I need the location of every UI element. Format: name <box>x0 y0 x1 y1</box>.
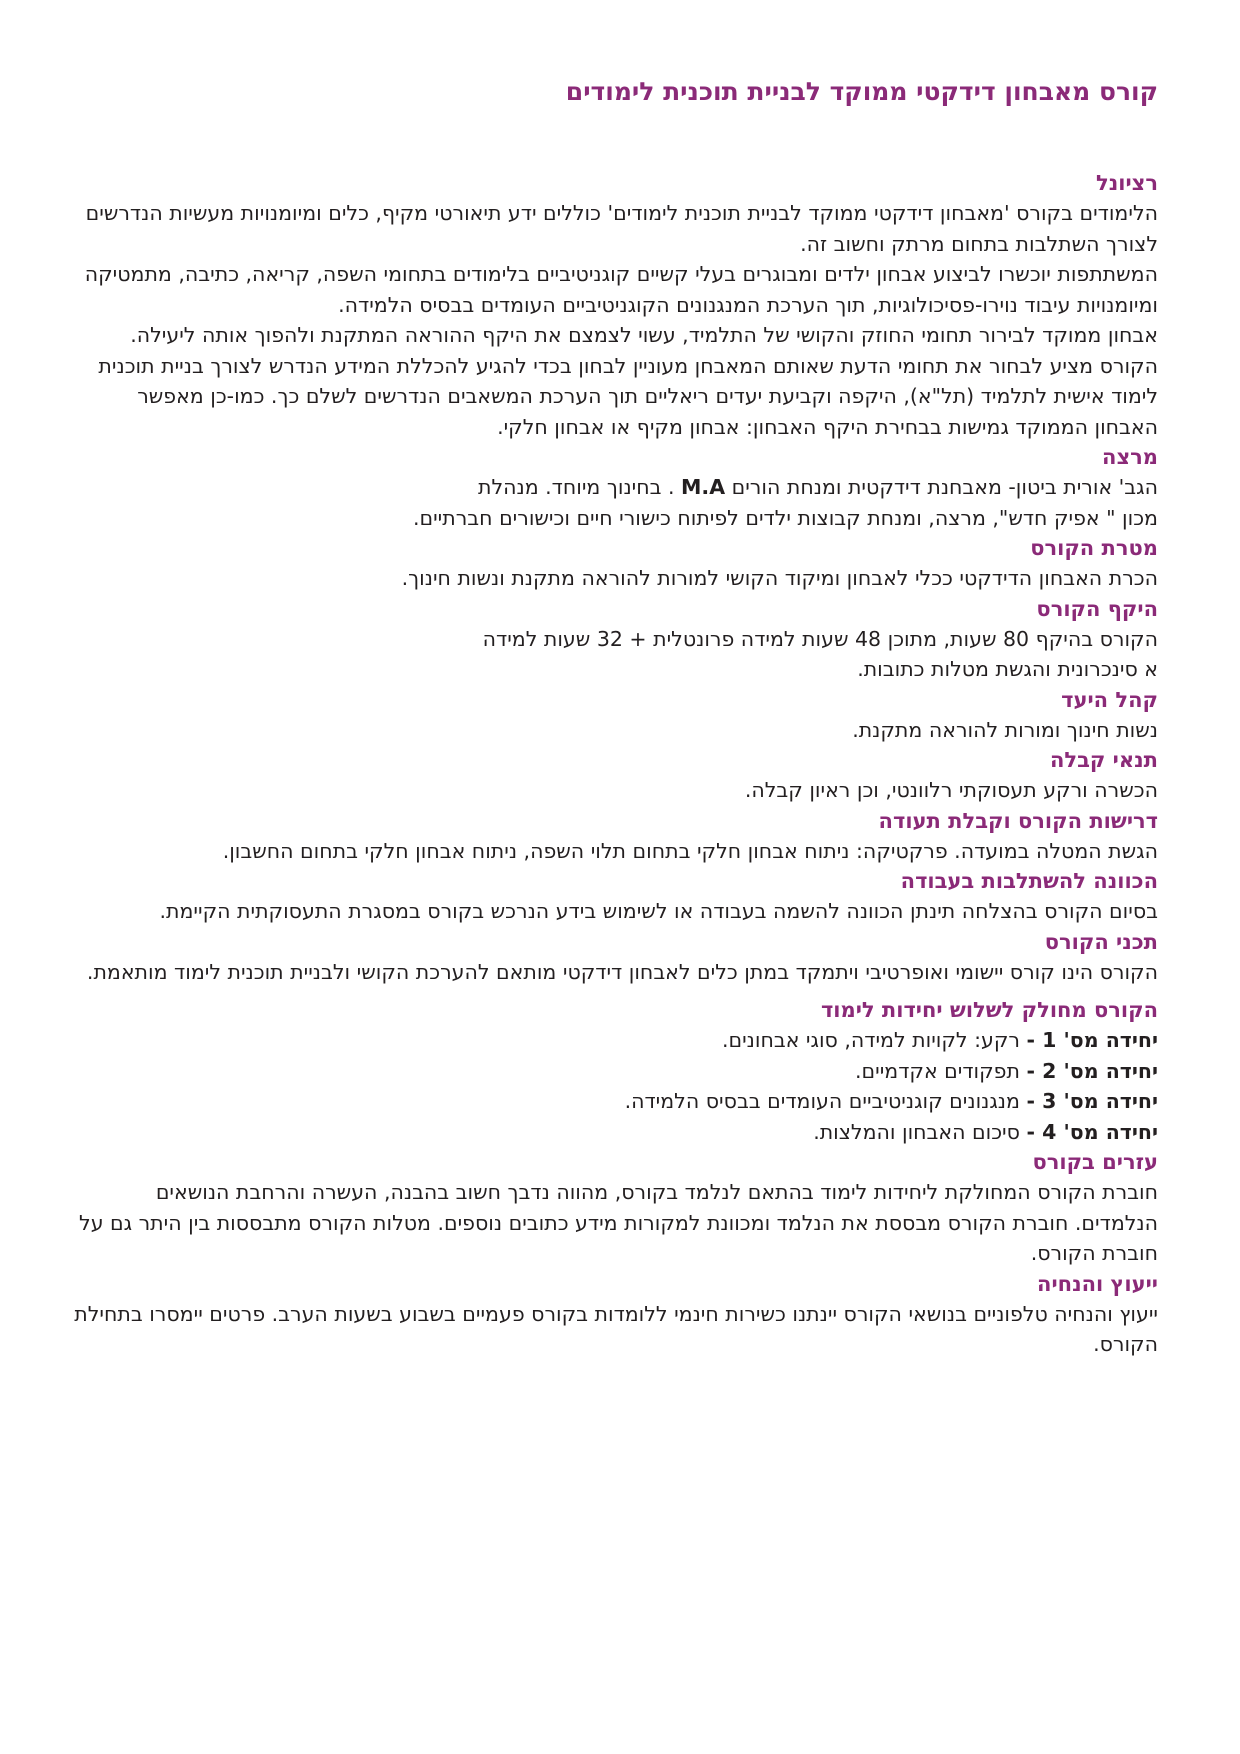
counseling-section <box>70 1269 1158 1360</box>
contents-text: הקורס הינו קורס יישומי ואופרטיבי ויתמקד במתן כלים לאבחון דידקטי מותאם להערכת הקושי ולבניית תוכנית לימוד מותאמת. <box>86 959 1158 984</box>
rationale-heading: רציונל <box>1096 171 1158 195</box>
requirements-heading: דרישות הקורס וקבלת תעודה <box>878 808 1158 833</box>
unit-text: סיכום האבחון והמלצות. <box>813 1119 1027 1144</box>
goal-heading: מטרת הקורס <box>1030 536 1158 560</box>
audience-text: נשות חינוך ומורות להוראה מתקנת. <box>852 717 1158 742</box>
admission-heading: תנאי קבלה <box>1049 748 1158 772</box>
unit-label: יחידה מס' 3 - <box>1026 1089 1158 1113</box>
unit-label: יחידה מס' 1 - <box>1026 1028 1158 1052</box>
scope-line-2: א סינכרונית והגשת מטלות כתובות. <box>857 657 1158 681</box>
aids-section <box>70 1147 1158 1269</box>
admission-section <box>70 745 1158 806</box>
employment-section <box>70 866 1158 927</box>
lecturer-intro: הגב' אורית ביטון- מאבחנת דידקטית ומנחת הורים <box>725 475 1158 499</box>
unit-label: יחידה מס' 4 - <box>1026 1119 1158 1144</box>
scope-heading: היקף הקורס <box>1036 596 1158 621</box>
goal-section <box>70 533 1158 594</box>
aids-heading: עזרים בקורס <box>1032 1150 1158 1174</box>
document-title: קורס מאבחון דידקטי ממוקד לבניית תוכנית לימודים <box>565 77 1158 106</box>
units-section <box>70 995 1158 1147</box>
audience-section <box>70 685 1158 746</box>
requirements-text: הגשת המטלה במועדה. פרקטיקה: ניתוח אבחון חלקי בתחום תלוי השפה, ניתוח אבחון חלקי בתחום החשבון. <box>222 838 1158 863</box>
requirements-section <box>70 806 1158 867</box>
employment-text: בסיום הקורס בהצלחה תינתן הכוונה להשמה בעבודה או לשימוש בידע הנרכש בקורס במסגרת התעסוקתית הקיימת. <box>159 899 1158 923</box>
rationale-paragraph-3: אבחון ממוקד לבירור תחומי החוזק והקושי של התלמיד, עשוי לצמצם את היקף ההוראה המתקנת ולהפוך אותה ליעילה. הקורס מציע לבחור את תחומי הדעת שאותם המאבחן מעוניין לבחון בכדי להגיע להכללת המידע הנדרש לצורך בניית תוכנית לימוד אישית לתלמיד (תל"א), היקפה וקביעת יעדים ריאליים תוך הערכת המשאבים הנדרשים לשלם כך. כמו-כן מאפשר האבחון הממוקד גמישות בבחירת היקף האבחון: אבחון מקיף או אבחון חלקי. <box>98 323 1158 439</box>
units-heading: הקורס מחולק לשלוש יחידות לימוד <box>820 998 1158 1022</box>
scope-line-1: הקורס בהיקף 80 שעות, מתוכן 48 שעות למידה פרונטלית + 32 שעות למידה <box>482 626 1158 651</box>
lecturer-specialty: . בחינוך מיוחד. מנהלת <box>477 475 682 499</box>
lecturer-section <box>70 442 1158 533</box>
unit-text: תפקודים אקדמיים. <box>855 1058 1027 1083</box>
rationale-paragraph-1: הלימודים בקורס 'מאבחון דידקטי ממוקד לבניית תוכנית לימודים' כוללים ידע תיאורטי מקיף, כלים ומיומנויות מעשיות הנדרשים לצורך השתלבות בתחום מרתק וחשוב זה. <box>85 201 1158 256</box>
goal-text: הכרת האבחון הדידקטי ככלי לאבחון ומיקוד הקושי למורות להוראה מתקנת ונשות חינוך. <box>401 566 1158 590</box>
audience-heading: קהל היעד <box>1061 687 1158 712</box>
rationale-paragraph-2: המשתתפות יוכשרו לביצוע אבחון ילדים ומבוגרים בעלי קשיים קוגניטיביים בלימודים בתחומי השפה, קריאה, כתיבה, מתמטיקה ומיומנויות עיבוד נוירו-פסיכולוגיות, תוך הערכת המנגנונים הקוגניטיביים העומדים בבסיס הלמידה. <box>84 262 1158 317</box>
counseling-heading: ייעוץ והנחיה <box>1037 1271 1158 1296</box>
rationale-section <box>70 168 1158 442</box>
contents-heading: תכני הקורס <box>1044 929 1158 954</box>
unit-row-3 <box>70 1086 1158 1117</box>
lecturer-degree: M.A <box>681 475 726 499</box>
unit-text: מנגנונים קוגניטיביים העומדים בבסיס הלמידה. <box>624 1089 1027 1113</box>
lecturer-heading: מרצה <box>1102 445 1158 469</box>
unit-row-4 <box>70 1117 1158 1148</box>
employment-heading: הכוונה להשתלבות בעבודה <box>900 869 1158 893</box>
unit-row-1 <box>70 1025 1158 1056</box>
unit-text: רקע: לקויות למידה, סוגי אבחונים. <box>721 1028 1027 1052</box>
unit-row-2 <box>70 1056 1158 1087</box>
lecturer-line-1 <box>70 472 1158 503</box>
aids-text: חוברת הקורס המחולקת ליחידות לימוד בהתאם לנלמד בקורס, מהווה נדבך חשוב בהבנה, העשרה והרחבת הנושאים הנלמדים. חוברת הקורס מבססת את הנלמד ומכוונת למקורות מידע כתובים נוספים. מטלות הקורס מתבססות בין היתר גם על חוברת הקורס. <box>79 1180 1158 1265</box>
lecturer-line-2: מכון " אפיק חדש", מרצה, ומנחת קבוצות ילדים לפיתוח כישורי חיים וכישורים חברתיים. <box>412 505 1158 530</box>
contents-section <box>70 927 1158 988</box>
admission-text: הכשרה ורקע תעסוקתי רלוונטי, וכן ראיון קבלה. <box>744 778 1158 802</box>
counseling-text: ייעוץ והנחיה טלפוניים בנושאי הקורס יינתנו כשירות חינמי ללומדות בקורס פעמיים בשבוע בשעות הערב. פרטים יימסרו בתחילת הקורס. <box>74 1301 1158 1356</box>
unit-label: יחידה מס' 2 - <box>1026 1058 1158 1083</box>
scope-section <box>70 594 1158 685</box>
